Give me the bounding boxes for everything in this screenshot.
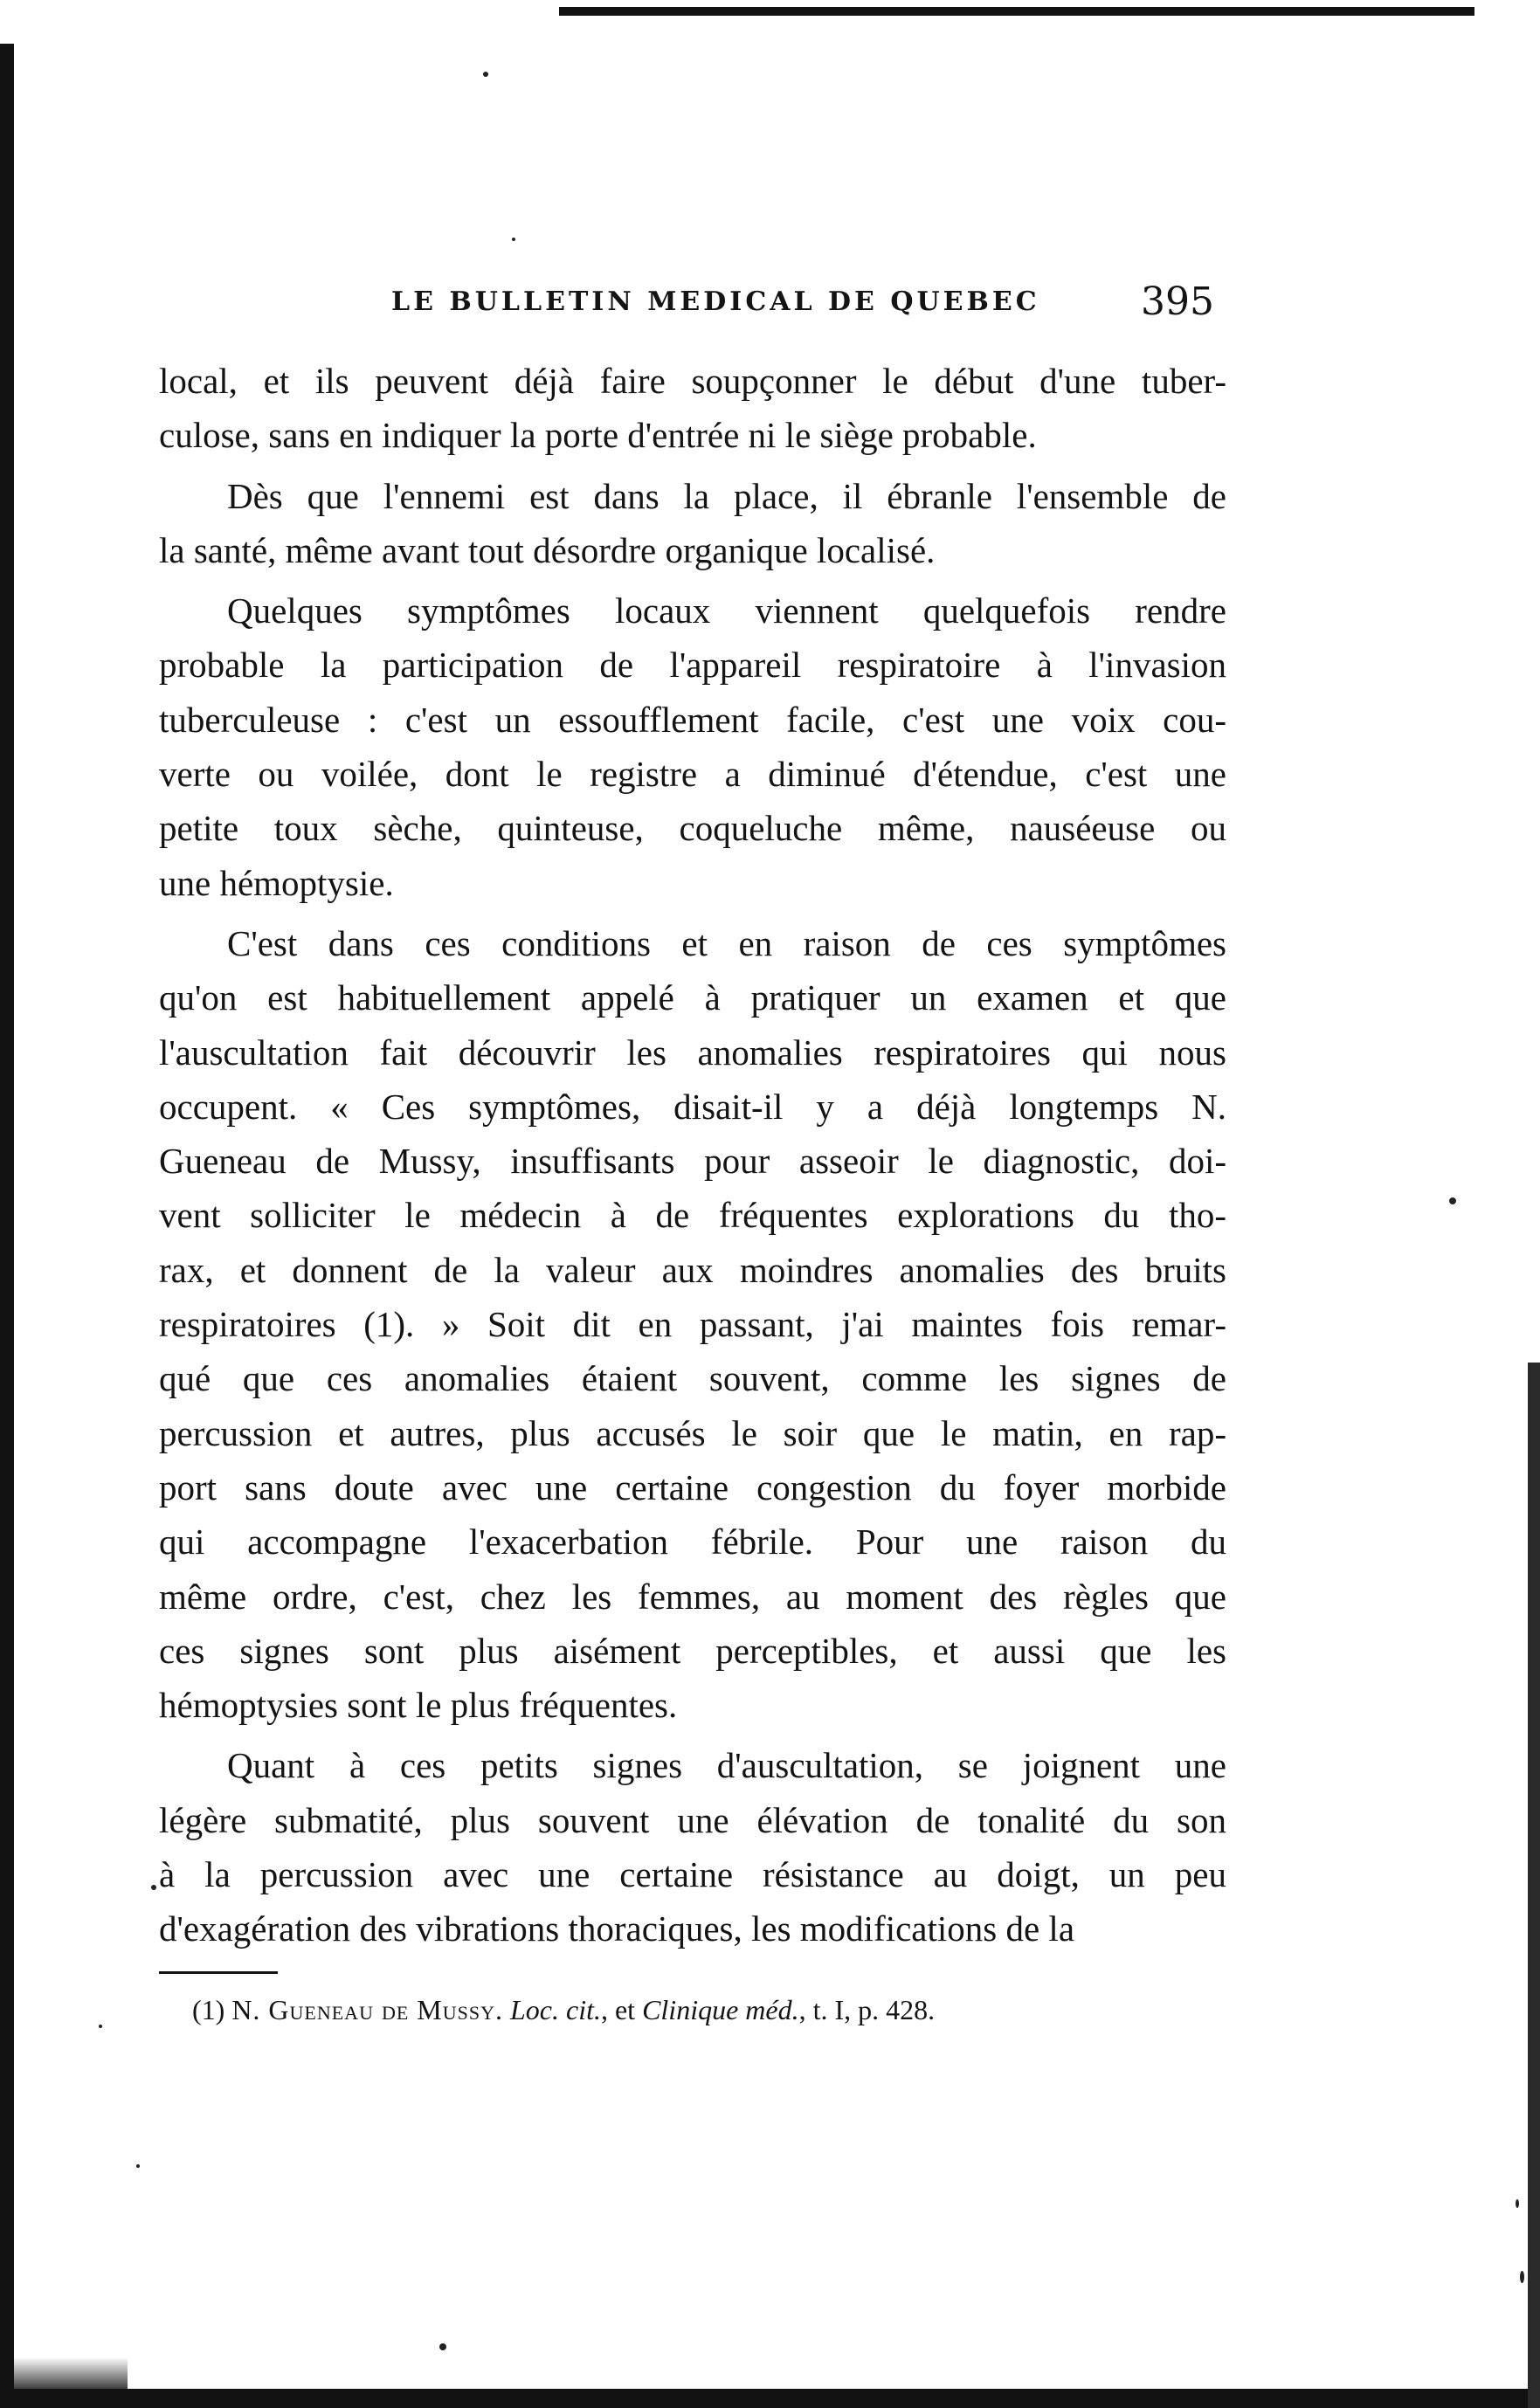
scan-speck (1516, 2199, 1519, 2208)
scan-bottom-bar (14, 2389, 1540, 2408)
paragraph (159, 916, 1226, 1732)
text-line: C'est dans ces conditions et en raison de ces symptômes (227, 922, 1226, 963)
text-line: une hémoptysie. (159, 862, 394, 903)
footnote-ref-1: Loc. cit. (509, 1994, 601, 2025)
text-line: hémoptysies sont le plus fréquentes. (159, 1685, 678, 1726)
text-line: légère submatité, plus souvent une élévation de tonalité du son (159, 1799, 1226, 1840)
paragraph-gap (159, 463, 1226, 469)
text-line: petite toux sèche, quinteuse, coqueluche même, nauséeuse ou (159, 808, 1226, 849)
text-line: tuberculeuse : c'est un essoufflement facile, c'est une voix cou- (159, 699, 1226, 740)
text-line: l'auscultation fait découvrir les anomalies respiratoires qui nous (159, 1032, 1226, 1073)
paragraph (159, 1738, 1226, 1956)
scan-speck (483, 72, 488, 77)
text-line: percussion et autres, plus accusés le soir que le matin, en rap- (159, 1412, 1226, 1453)
scan-speck (136, 2164, 140, 2168)
text-line: à la percussion avec une certaine résistance au doigt, un peu (159, 1854, 1226, 1895)
footnote-volume-page: , t. I, p. 428. (798, 1994, 936, 2025)
text-line: Dès que l'ennemi est dans la place, il ébranle l'ensemble de (227, 475, 1226, 516)
page-number: 395 (1141, 279, 1214, 324)
text-line: qu'on est habituellement appelé à pratiquer un examen et que (159, 977, 1226, 1018)
scan-right-bar (1528, 1363, 1540, 2408)
paragraph-gap (159, 1732, 1226, 1738)
scan-speck (439, 2343, 446, 2350)
footnote-author: N. Gueneau de Mussy. (231, 1994, 503, 2025)
footnote-connector: , et (600, 1994, 636, 2025)
paragraph-gap (159, 910, 1226, 916)
footnote (192, 1994, 935, 2026)
text-line: Quant à ces petits signes d'auscultation, se joignent une (227, 1745, 1226, 1786)
scan-speck (1449, 1197, 1456, 1204)
running-title: LE BULLETIN MEDICAL DE QUEBEC (391, 286, 1040, 317)
text-line: port sans doute avec une certaine congestion du foyer morbide (159, 1466, 1226, 1508)
text-line: d'exagération des vibrations thoraciques, les modifications de la (159, 1908, 1075, 1949)
scan-speck (99, 2025, 102, 2028)
scan-speck (151, 1885, 156, 1890)
paragraph-gap (159, 577, 1226, 583)
scan-left-border (0, 44, 14, 2408)
paragraph (159, 469, 1226, 578)
text-line: rax, et donnent de la valeur aux moindres anomalies des bruits (159, 1249, 1226, 1290)
paragraph (159, 354, 1226, 463)
text-line: même ordre, c'est, chez les femmes, au moment des règles que (159, 1576, 1226, 1617)
text-line: culose, sans en indiquer la porte d'entrée ni le siège probable. (159, 415, 1037, 456)
text-line: respiratoires (1). » Soit dit en passant, j'ai maintes fois remar- (159, 1304, 1226, 1345)
text-line: vent solliciter le médecin à de fréquentes explorations du tho- (159, 1195, 1226, 1236)
scan-speck (1520, 2271, 1524, 2283)
text-line: probable la participation de l'appareil respiratoire à l'invasion (159, 645, 1226, 686)
text-line: Quelques symptômes locaux viennent quelquefois rendre (227, 590, 1226, 631)
text-line: verte ou voilée, dont le registre a diminué d'étendue, c'est une (159, 754, 1226, 795)
footnote-marker: (1) (192, 1994, 225, 2025)
scan-speck (512, 238, 515, 241)
footnote-rule (159, 1971, 278, 1974)
footnote-ref-2: Clinique méd. (642, 1994, 799, 2025)
text-line: la santé, même avant tout désordre organique localisé. (159, 529, 936, 570)
scan-top-bar (559, 7, 1474, 16)
paragraph (159, 583, 1226, 910)
text-line: qué que ces anomalies étaient souvent, comme les signes de (159, 1358, 1226, 1399)
text-line: qui accompagne l'exacerbation fébrile. Pour une raison du (159, 1521, 1226, 1563)
text-line: Gueneau de Mussy, insuffisants pour asseoir le diagnostic, doi- (159, 1141, 1226, 1182)
text-line: ces signes sont plus aisément perceptibles, et aussi que les (159, 1630, 1226, 1671)
scan-corner-shadow (14, 2357, 128, 2389)
running-head (157, 278, 1232, 330)
text-line: occupent. « Ces symptômes, disait-il y a déjà longtemps N. (159, 1086, 1226, 1127)
text-line: local, et ils peuvent déjà faire soupçonner le début d'une tuber- (159, 361, 1226, 401)
body-text (159, 354, 1226, 1956)
